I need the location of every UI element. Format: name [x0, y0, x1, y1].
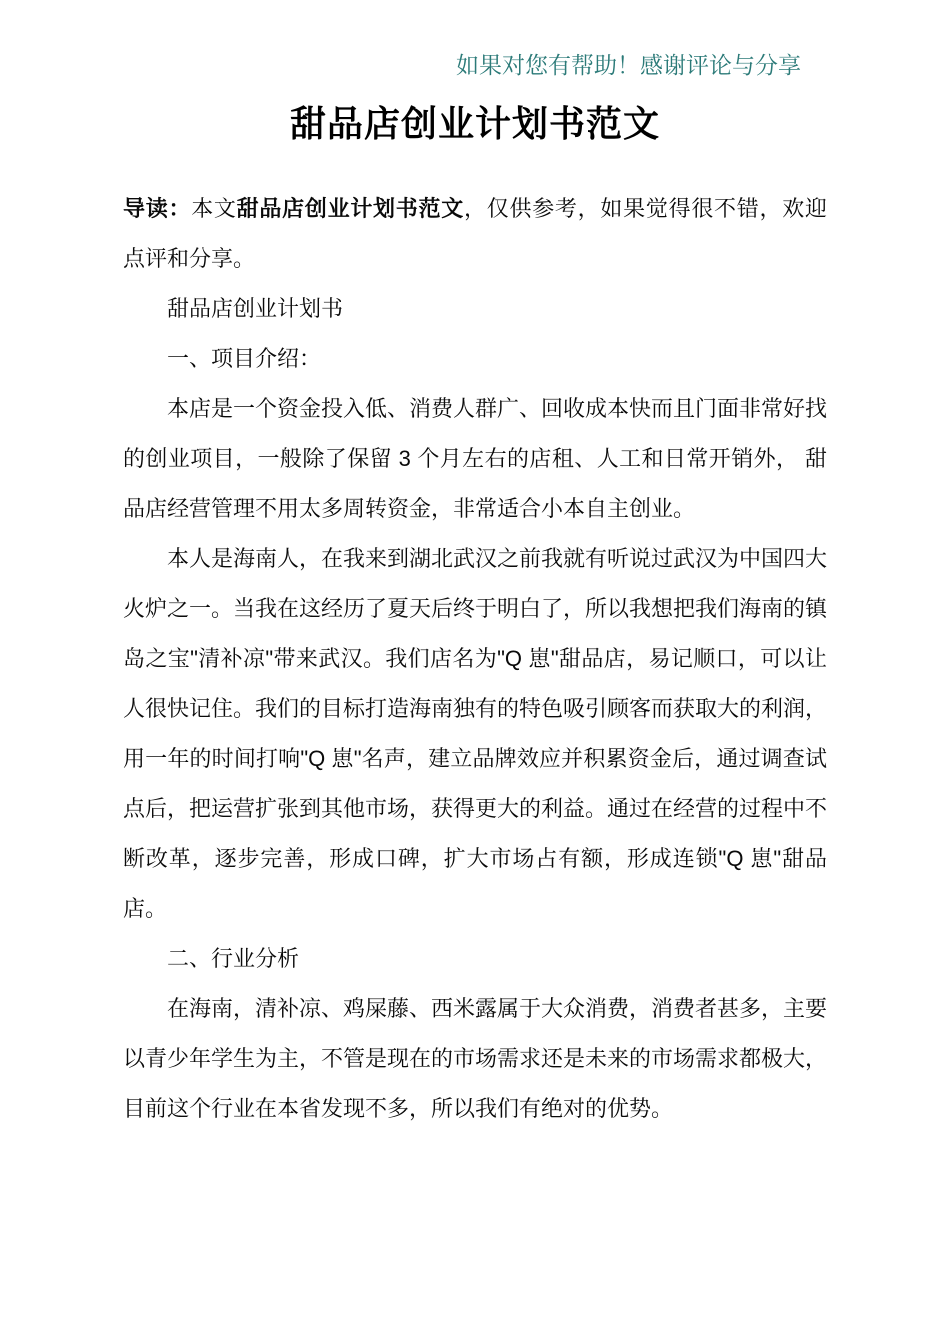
header-note: 如果对您有帮助！感谢评论与分享	[456, 53, 801, 78]
document-title: 甜品店创业计划书范文	[289, 103, 660, 144]
document-subtitle: 甜品店创业计划书	[167, 296, 344, 321]
paragraph-background-story: 本人是海南人，在我来到湖北武汉之前我就有听说过武汉为中国四大火炉之一。当我在这经历了夏天后终于明白了，所以我想把我们海南的镇岛之宝"清补凉"带来武汉。我们店名为"Q 崽"甜品店，易记顺口，可以让人很快记住。我们的目标打造海南独有的特色吸引顾客而获取大的利润，用一年的时间打响"Q 崽"名声，建立品牌效应并积累资金后，通过调查试点后，把运营扩张到其他市场，获得更大的利益。通过在经营的过程中不断改革，逐步完善，形成口碑，扩大市场占有额，形成连锁"Q 崽"甜品店。	[123, 546, 828, 921]
section-2-heading: 二、行业分析	[167, 946, 300, 971]
paragraph-industry-analysis: 在海南，清补凉、鸡屎藤、西米露属于大众消费，消费者甚多，主要以青少年学生为主，不管是现在的市场需求还是未来的市场需求都极大，目前这个行业在本省发现不多，所以我们有绝对的优势。	[123, 996, 828, 1121]
intro-suffix: ，仅供参考，如果觉得很不错，欢迎点评和分享。	[123, 196, 827, 271]
intro-paragraph	[123, 184, 827, 284]
intro-prefix: 本文	[191, 196, 237, 221]
section-1-heading: 一、项目介绍：	[167, 346, 322, 371]
intro-bold-title: 甜品店创业计划书范文	[236, 196, 464, 221]
paragraph-project-intro: 本店是一个资金投入低、消费人群广、回收成本快而且门面非常好找的创业项目，一般除了保留 3 个月左右的店租、人工和日常开销外， 甜品店经营管理不用太多周转资金，非常适合小本自主创业。	[123, 396, 828, 521]
intro-lead-label: 导读：	[123, 196, 192, 221]
